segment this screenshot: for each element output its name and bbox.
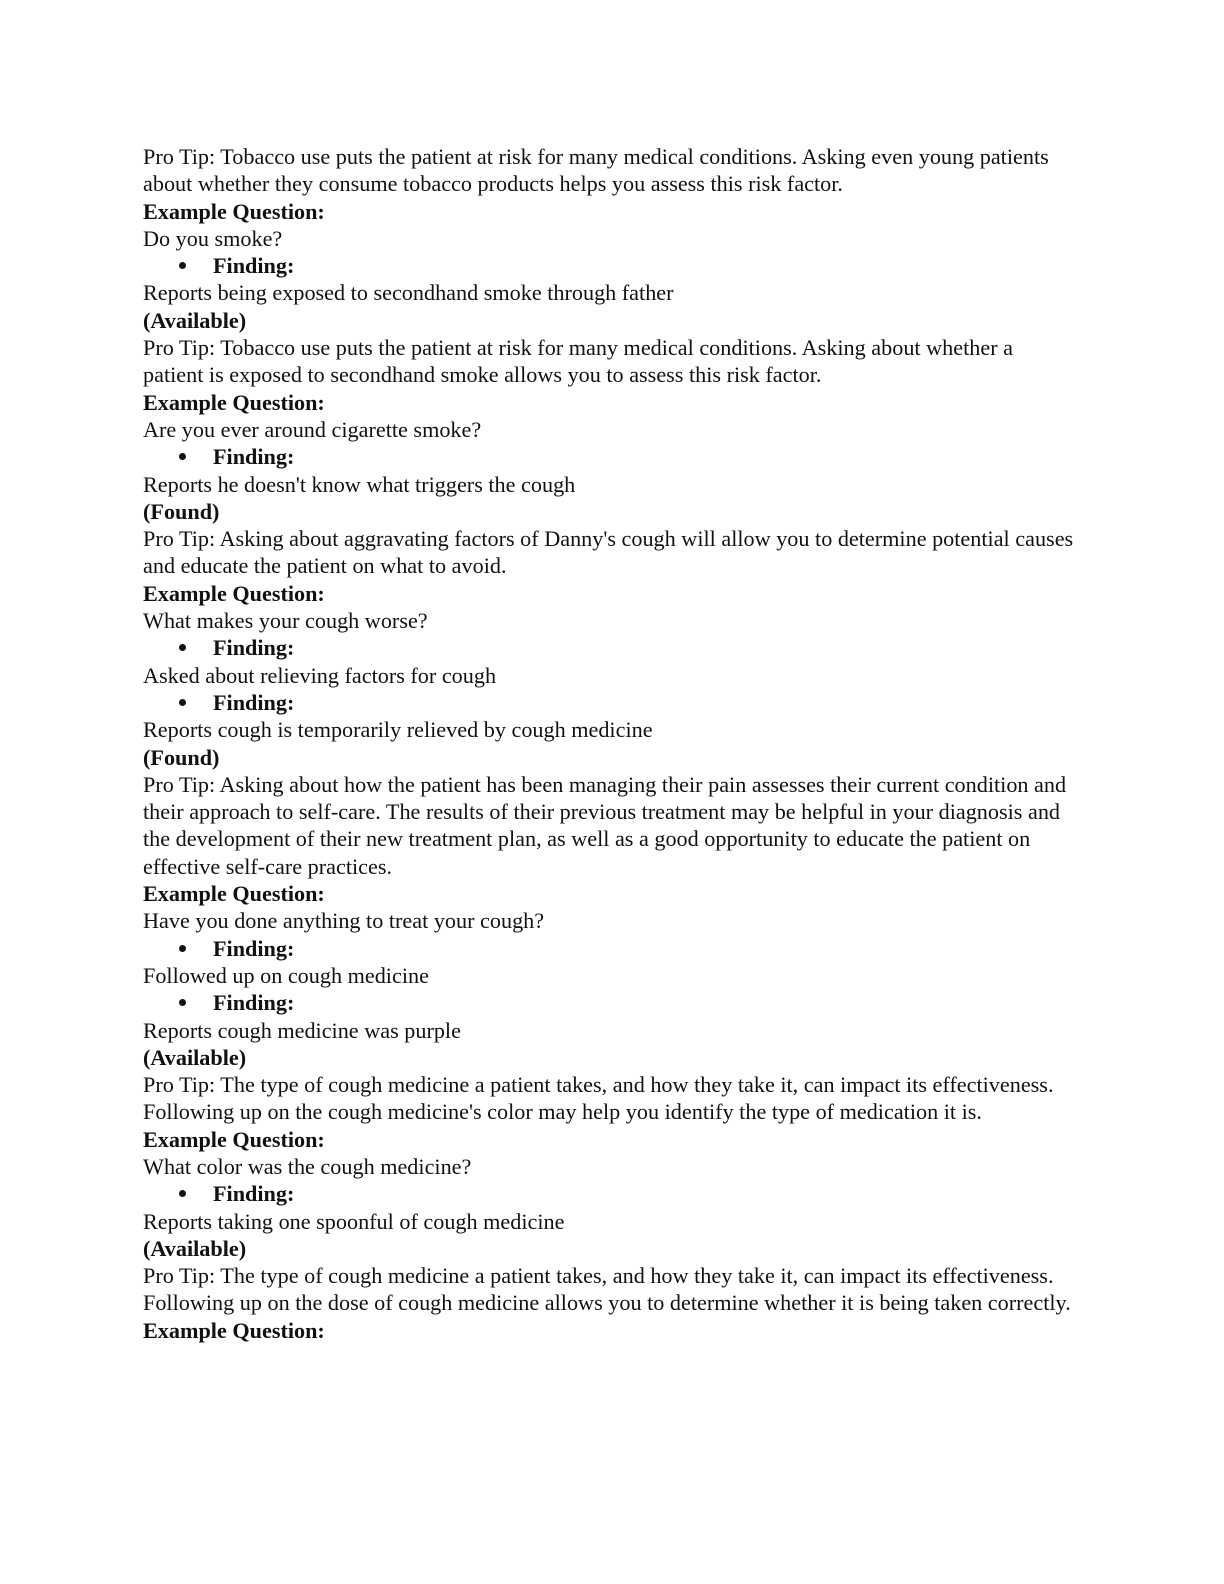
bullet-icon <box>179 999 186 1006</box>
finding-bullet <box>143 1180 1078 1207</box>
finding-bullet <box>143 252 1078 279</box>
example-question-heading: Example Question: <box>143 198 325 224</box>
example-question-heading: Example Question: <box>143 1317 325 1343</box>
status-label: (Available) <box>143 1044 247 1070</box>
finding-label: Finding: <box>213 1181 295 1207</box>
example-question-heading: Example Question: <box>143 1126 325 1152</box>
finding-text: Reports cough is temporarily relieved by cough medicine <box>143 717 653 743</box>
pro-tip-text: Pro Tip: Tobacco use puts the patient at risk for many medical conditions. Asking about whether a patient is exposed to secondhand smoke allows you to assess this risk factor. <box>143 335 1013 388</box>
pro-tip-text: Pro Tip: Tobacco use puts the patient at risk for many medical conditions. Asking even young patients about whether they consume tobacco products helps you assess this risk factor. <box>143 144 1049 197</box>
status-label: (Found) <box>143 498 220 524</box>
pro-tip-text: Pro Tip: Asking about how the patient has been managing their pain assesses their current condition and their approach to self-care. The results of their previous treatment may be helpful in your diagnosis and the development of their new treatment plan, as well as a good opportunity to educate the patient on effective self-care practices. <box>143 771 1067 879</box>
example-question-text: Do you smoke? <box>143 225 283 251</box>
finding-label: Finding: <box>213 935 295 961</box>
example-question-text: Have you done anything to treat your cough? <box>143 908 545 934</box>
bullet-icon <box>179 1190 186 1197</box>
bullet-icon <box>179 262 186 269</box>
finding-text: Reports cough medicine was purple <box>143 1017 461 1043</box>
status-label: (Found) <box>143 744 220 770</box>
finding-bullet <box>143 689 1078 716</box>
example-question-heading: Example Question: <box>143 881 325 907</box>
pro-tip-text: Pro Tip: The type of cough medicine a patient takes, and how they take it, can impact its effectiveness. Following up on the cough medicine's color may help you identify the type of medication it is. <box>143 1072 1054 1125</box>
example-question-text: Are you ever around cigarette smoke? <box>143 416 482 442</box>
finding-label: Finding: <box>213 990 295 1016</box>
status-label: (Available) <box>143 307 247 333</box>
finding-label: Finding: <box>213 635 295 661</box>
finding-bullet <box>143 634 1078 661</box>
pro-tip-text: Pro Tip: Asking about aggravating factors of Danny's cough will allow you to determine potential causes and educate the patient on what to avoid. <box>143 526 1074 579</box>
bullet-icon <box>179 699 186 706</box>
finding-label: Finding: <box>213 689 295 715</box>
example-question-heading: Example Question: <box>143 580 325 606</box>
pro-tip-text: Pro Tip: The type of cough medicine a patient takes, and how they take it, can impact its effectiveness. Following up on the dose of cough medicine allows you to determine whether it is being taken correctly. <box>143 1263 1071 1316</box>
finding-bullet <box>143 935 1078 962</box>
finding-bullet <box>143 989 1078 1016</box>
finding-text: Reports taking one spoonful of cough medicine <box>143 1208 565 1234</box>
example-question-text: What color was the cough medicine? <box>143 1153 472 1179</box>
finding-label: Finding: <box>213 444 295 470</box>
example-question-text: What makes your cough worse? <box>143 608 428 634</box>
bullet-icon <box>179 644 186 651</box>
bullet-icon <box>179 453 186 460</box>
finding-text: Followed up on cough medicine <box>143 962 429 988</box>
example-question-heading: Example Question: <box>143 389 325 415</box>
finding-text: Reports he doesn't know what triggers the cough <box>143 471 576 497</box>
finding-label: Finding: <box>213 253 295 279</box>
bullet-icon <box>179 945 186 952</box>
status-label: (Available) <box>143 1235 247 1261</box>
finding-text: Reports being exposed to secondhand smoke through father <box>143 280 674 306</box>
finding-bullet <box>143 443 1078 470</box>
document-page <box>143 143 1078 1344</box>
finding-text: Asked about relieving factors for cough <box>143 662 497 688</box>
